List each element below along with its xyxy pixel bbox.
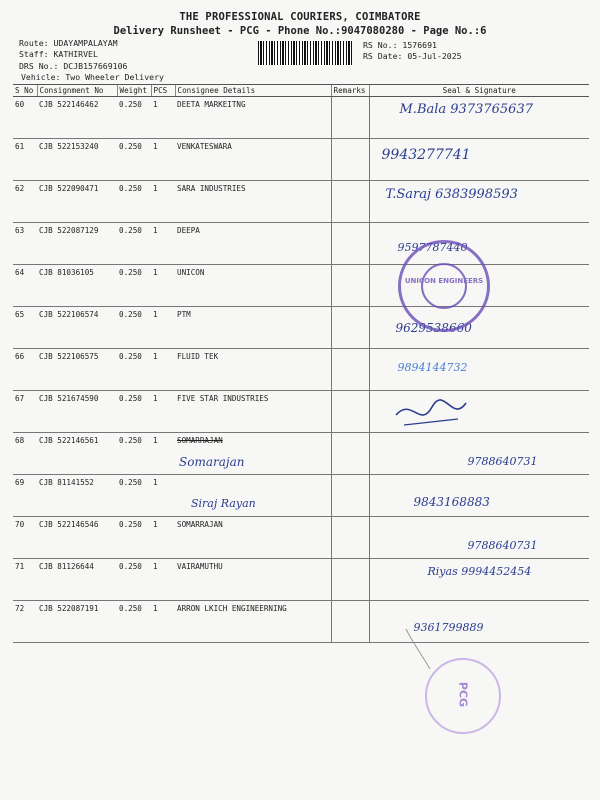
- signature-cell: [369, 349, 589, 391]
- col-remarks: Remarks: [331, 85, 369, 97]
- staff: Staff: KATHIRVEL: [19, 49, 98, 59]
- table-row: [13, 97, 589, 139]
- consignee-cell: [175, 475, 331, 517]
- weight: 0.250: [117, 601, 151, 643]
- consignment-no: CJB 81126644: [37, 559, 117, 601]
- consignee: UNICON: [175, 265, 331, 307]
- col-consignee: Consignee Details: [175, 85, 331, 97]
- consignment-no: CJB 522087191: [37, 601, 117, 643]
- pcs: 1: [151, 433, 175, 475]
- signature-scribble: [392, 395, 472, 431]
- remarks: [331, 601, 369, 643]
- table-row: [13, 307, 589, 349]
- weight: 0.250: [117, 265, 151, 307]
- consignment-no: CJB 522087129: [37, 223, 117, 265]
- signature-cell: [369, 391, 589, 433]
- signature-text: 9894144732: [397, 361, 468, 374]
- sno: 69: [13, 475, 37, 517]
- remarks: [331, 433, 369, 475]
- consignment-no: CJB 521674590: [37, 391, 117, 433]
- remarks: [331, 517, 369, 559]
- table-row: [13, 601, 589, 643]
- remarks: [331, 307, 369, 349]
- table-row: [13, 139, 589, 181]
- signature-text: 9597787440: [397, 241, 468, 254]
- pcs: 1: [151, 559, 175, 601]
- stamp-inner-ring: [421, 263, 467, 309]
- table-header: [13, 85, 589, 97]
- weight: 0.250: [117, 139, 151, 181]
- handwritten-name: Somarajan: [179, 455, 245, 469]
- signature-cell: [369, 181, 589, 223]
- sno: 66: [13, 349, 37, 391]
- pcs: 1: [151, 307, 175, 349]
- consignee: SOMARRAJAN: [175, 517, 331, 559]
- consignment-no: CJB 81036105: [37, 265, 117, 307]
- pcs: 1: [151, 601, 175, 643]
- weight: 0.250: [117, 475, 151, 517]
- col-consignment: Consignment No: [37, 85, 117, 97]
- consignment-no: CJB 522090471: [37, 181, 117, 223]
- signature-text: 9788640731: [467, 455, 538, 468]
- route: Route: UDAYAMPALAYAM: [19, 38, 118, 48]
- weight: 0.250: [117, 433, 151, 475]
- table-row: [13, 391, 589, 433]
- pcs: 1: [151, 517, 175, 559]
- pcs: 1: [151, 139, 175, 181]
- sno: 72: [13, 601, 37, 643]
- consignee-cell: [175, 433, 331, 475]
- signature-cell: [369, 139, 589, 181]
- consignee: PTM: [175, 307, 331, 349]
- consignment-no: CJB 81141552: [37, 475, 117, 517]
- remarks: [331, 181, 369, 223]
- table-row: [13, 433, 589, 475]
- rs-date: RS Date: 05-Jul-2025: [363, 51, 462, 61]
- pcs: 1: [151, 349, 175, 391]
- consignee: SOMARRAJAN: [177, 436, 223, 445]
- sno: 70: [13, 517, 37, 559]
- table-row: [13, 265, 589, 307]
- signature-cell: [369, 97, 589, 139]
- col-weight: Weight: [117, 85, 151, 97]
- sno: 62: [13, 181, 37, 223]
- runsheet-table: [13, 84, 589, 643]
- signature-text: M.Bala 9373765637: [399, 102, 533, 117]
- weight: 0.250: [117, 181, 151, 223]
- table-row: [13, 181, 589, 223]
- remarks: [331, 475, 369, 517]
- sno: 65: [13, 307, 37, 349]
- signature-text: 9361799889: [413, 621, 484, 634]
- sno: 60: [13, 97, 37, 139]
- company-title: THE PROFESSIONAL COURIERS, COIMBATORE: [179, 11, 421, 23]
- sno: 61: [13, 139, 37, 181]
- remarks: [331, 223, 369, 265]
- col-signature: Seal & Signature: [369, 85, 589, 97]
- handwritten-name: Siraj Rayan: [191, 497, 256, 510]
- table-row: [13, 475, 589, 517]
- pcs: 1: [151, 97, 175, 139]
- sno: 71: [13, 559, 37, 601]
- col-pcs: PCS: [151, 85, 175, 97]
- table-row: [13, 517, 589, 559]
- table-row: [13, 349, 589, 391]
- remarks: [331, 559, 369, 601]
- barcode: [258, 41, 352, 65]
- signature-text: Riyas 9994452454: [427, 565, 532, 578]
- consignment-no: CJB 522106574: [37, 307, 117, 349]
- signature-text: T.Saraj 6383998593: [385, 187, 518, 202]
- signature-cell: [369, 559, 589, 601]
- weight: 0.250: [117, 517, 151, 559]
- consignment-no: CJB 522146546: [37, 517, 117, 559]
- signature-cell: [369, 475, 589, 517]
- sno: 64: [13, 265, 37, 307]
- pcs: 1: [151, 391, 175, 433]
- stamp-text: UNICON ENGINEERS: [404, 277, 484, 285]
- col-sno: S No: [13, 85, 37, 97]
- consignment-no: CJB 522153240: [37, 139, 117, 181]
- runsheet-subtitle: Delivery Runsheet - PCG - Phone No.:9047080280 - Page No.:6: [113, 25, 487, 37]
- pcs: 1: [151, 223, 175, 265]
- consignee: ARRON LKICH ENGINEERNING: [175, 601, 331, 643]
- pcs: 1: [151, 265, 175, 307]
- rs-no: RS No.: 1576691: [363, 40, 437, 50]
- remarks: [331, 139, 369, 181]
- weight: 0.250: [117, 97, 151, 139]
- sno: 68: [13, 433, 37, 475]
- weight: 0.250: [117, 349, 151, 391]
- vehicle: Vehicle: Two Wheeler Delivery: [21, 72, 164, 82]
- remarks: [331, 265, 369, 307]
- consignee: FLUID TEK: [175, 349, 331, 391]
- remarks: [331, 349, 369, 391]
- signature-text: 9629538660: [395, 321, 472, 335]
- signature-cell: [369, 517, 589, 559]
- weight: 0.250: [117, 559, 151, 601]
- consignment-no: CJB 522146561: [37, 433, 117, 475]
- consignee: DEETA MARKEITNG: [175, 97, 331, 139]
- pcs: 1: [151, 181, 175, 223]
- pcg-stamp-text: PCG: [456, 681, 470, 708]
- consignment-no: CJB 522146462: [37, 97, 117, 139]
- remarks: [331, 97, 369, 139]
- signature-text: 9943277741: [381, 147, 471, 163]
- weight: 0.250: [117, 391, 151, 433]
- consignee: VENKATESWARA: [175, 139, 331, 181]
- consignee: DEEPA: [175, 223, 331, 265]
- table-row: [13, 223, 589, 265]
- weight: 0.250: [117, 307, 151, 349]
- remarks: [331, 391, 369, 433]
- company-seal-stamp: [398, 240, 490, 332]
- drs-no: DRS No.: DCJB157669106: [19, 61, 128, 71]
- sno: 63: [13, 223, 37, 265]
- signature-text: 9788640731: [467, 539, 538, 552]
- consignee: FIVE STAR INDUSTRIES: [175, 391, 331, 433]
- sno: 67: [13, 391, 37, 433]
- pcg-stamp: [425, 658, 501, 734]
- consignee: SARA INDUSTRIES: [175, 181, 331, 223]
- consignee: VAIRAMUTHU: [175, 559, 331, 601]
- weight: 0.250: [117, 223, 151, 265]
- consignment-no: CJB 522106575: [37, 349, 117, 391]
- pcs: 1: [151, 475, 175, 517]
- signature-cell: [369, 433, 589, 475]
- table-row: [13, 559, 589, 601]
- signature-text: 9843168883: [413, 495, 490, 509]
